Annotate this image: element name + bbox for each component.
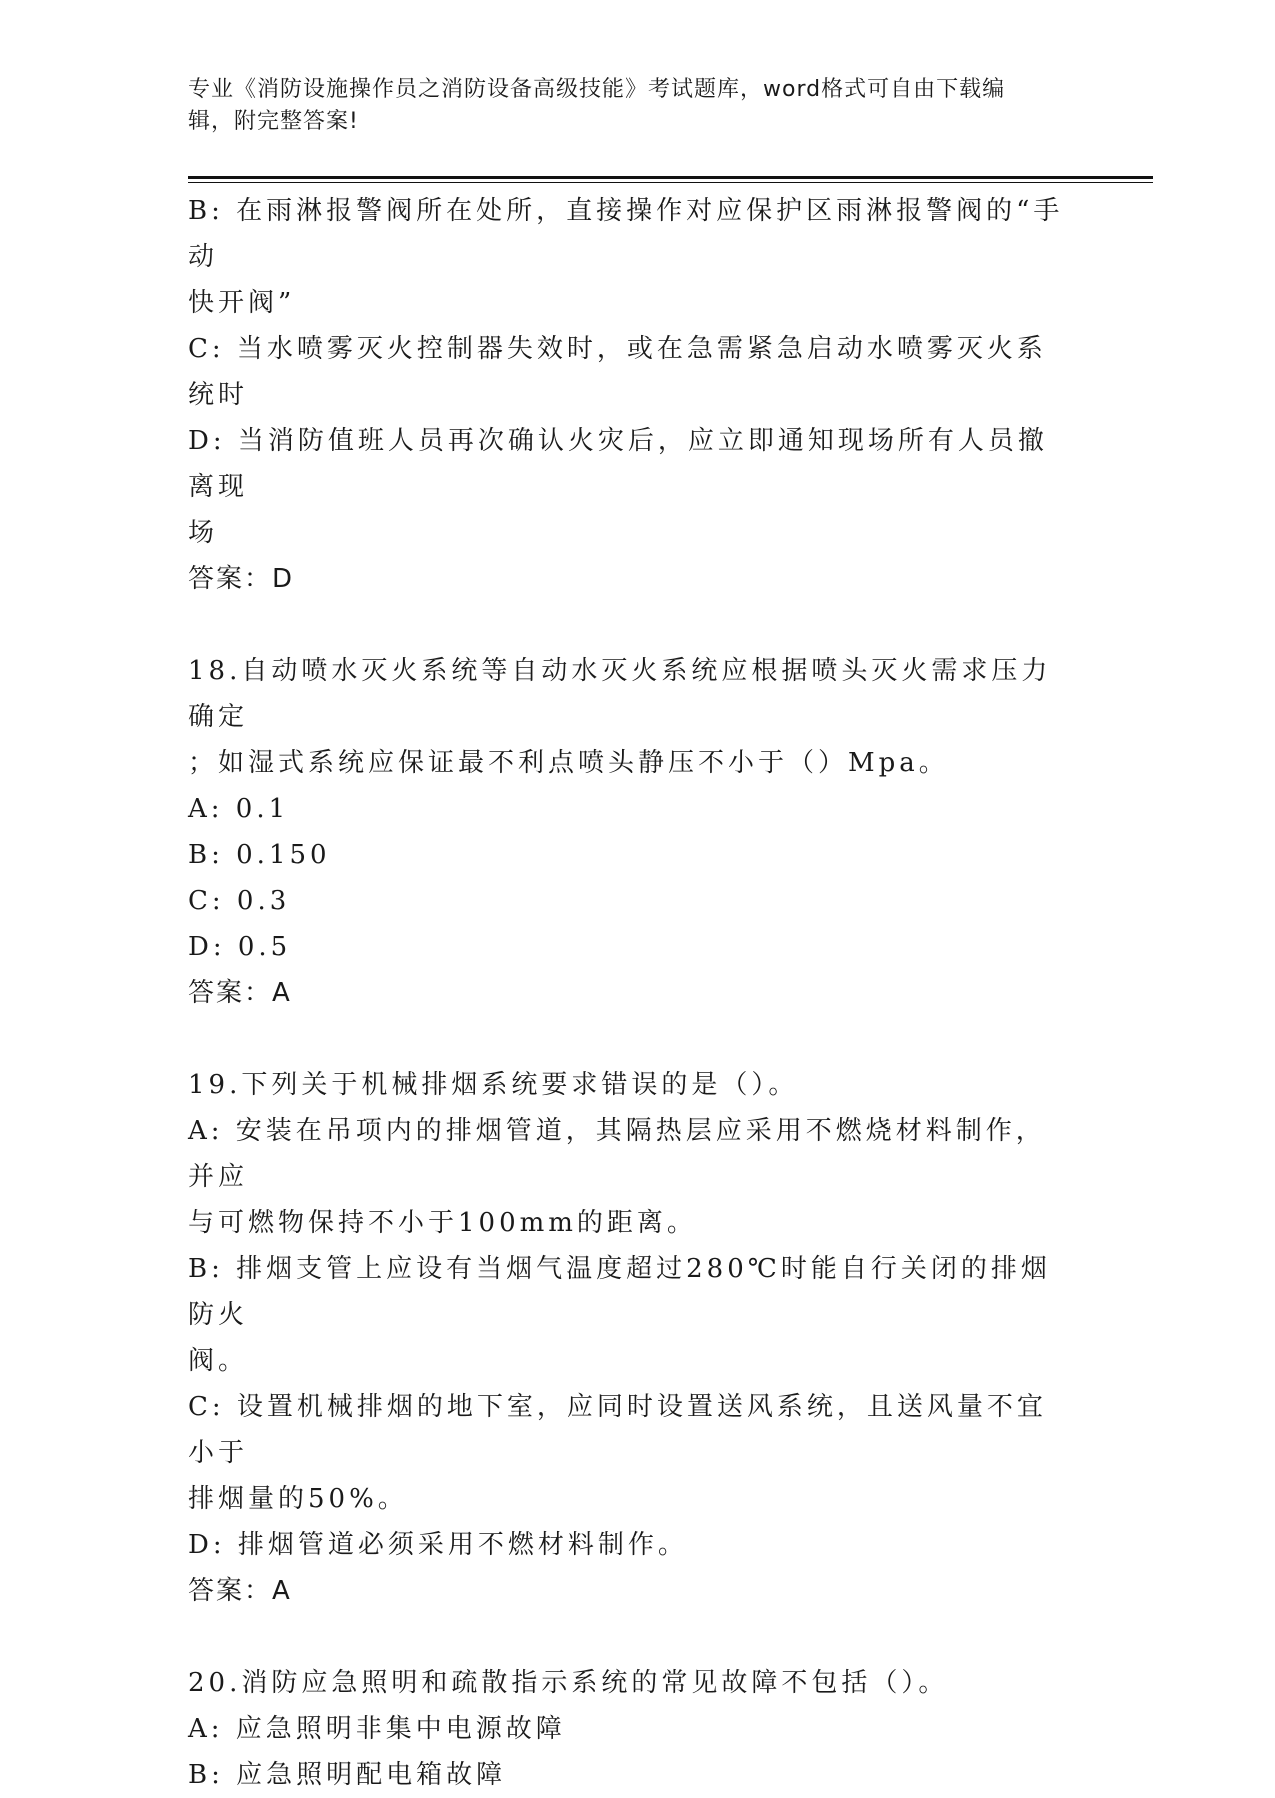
q19-option-a-line-2: 与可燃物保持不小于100mm的距离。 xyxy=(188,1208,697,1238)
q19-option-c-line-2: 排烟量的50%。 xyxy=(188,1484,408,1514)
q18-option-b: B: 0.150 xyxy=(188,840,331,870)
q19-option-c-line-1: C: 设置机械排烟的地下室，应同时设置送风系统，且送风量不宜小于 xyxy=(188,1392,1047,1468)
spacer xyxy=(188,1016,1068,1062)
q19-option-b-line-1: B: 排烟支管上应设有当烟气温度超过280℃时能自行关闭的排烟防火 xyxy=(188,1254,1051,1330)
prev-answer: 答案：D xyxy=(188,564,295,594)
spacer xyxy=(188,1614,1068,1660)
q20-option-b: B: 应急照明配电箱故障 xyxy=(188,1760,507,1790)
header-divider-thick xyxy=(188,176,1153,179)
header-line-1: 专业《消防设施操作员之消防设备高级技能》考试题库，word格式可自由下载编 xyxy=(188,77,1006,102)
q18-option-c: C: 0.3 xyxy=(188,886,291,916)
q18-option-a: A: 0.1 xyxy=(188,794,290,824)
header-line-2: 辑，附完整答案! xyxy=(188,109,359,134)
q18-stem-line-2: ；如湿式系统应保证最不利点喷头静压不小于（）Mpa。 xyxy=(188,748,949,778)
prev-option-c: C: 当水喷雾灭火控制器失效时，或在急需紧急启动水喷雾灭火系统时 xyxy=(188,334,1047,410)
q18-answer: 答案：A xyxy=(188,978,292,1008)
q19-option-a-line-1: A: 安装在吊项内的排烟管道，其隔热层应采用不燃烧材料制作，并应 xyxy=(188,1116,1046,1192)
q18-stem-line-1: 18.自动喷水灭火系统等自动水灭火系统应根据喷头灭火需求压力确定 xyxy=(188,656,1052,732)
q18-option-d: D: 0.5 xyxy=(188,932,292,962)
prev-option-b-line-1: B: 在雨淋报警阀所在处所，直接操作对应保护区雨淋报警阀的“手动 xyxy=(188,196,1064,272)
spacer xyxy=(188,602,1068,648)
q19-stem: 19.下列关于机械排烟系统要求错误的是（）。 xyxy=(188,1070,799,1100)
q19-option-d: D: 排烟管道必须采用不燃材料制作。 xyxy=(188,1530,688,1560)
prev-option-b-line-2: 快开阀” xyxy=(188,288,296,318)
document-header xyxy=(188,74,1068,138)
header-divider-thin xyxy=(188,182,1153,183)
prev-option-d-line-1: D: 当消防值班人员再次确认火灾后，应立即通知现场所有人员撤离现 xyxy=(188,426,1048,502)
prev-option-d-line-2: 场 xyxy=(188,518,219,548)
question-content xyxy=(188,188,1068,1798)
q20-option-a: A: 应急照明非集中电源故障 xyxy=(188,1714,566,1744)
q19-option-b-line-2: 阀。 xyxy=(188,1346,249,1376)
q19-answer: 答案：A xyxy=(188,1576,292,1606)
q20-stem: 20.消防应急照明和疏散指示系统的常见故障不包括（）。 xyxy=(188,1668,949,1698)
